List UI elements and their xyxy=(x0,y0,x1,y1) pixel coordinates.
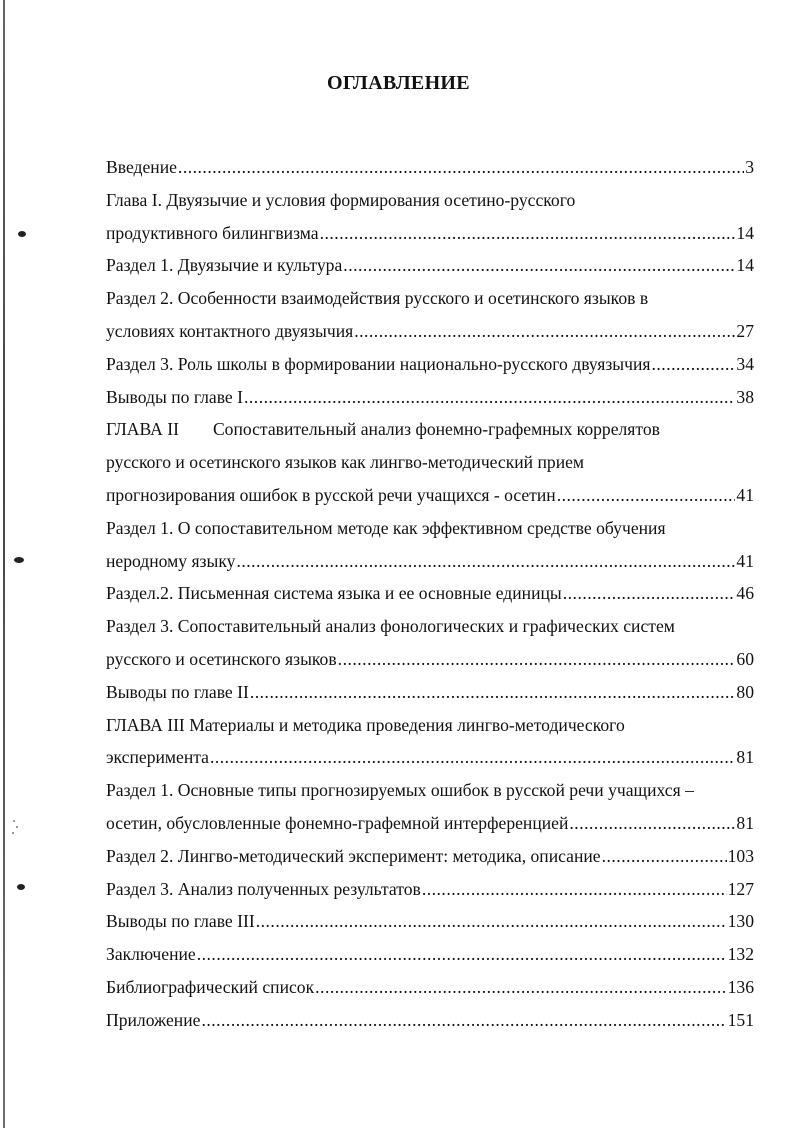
toc-entry-text: ГЛАВА III Материалы и методика проведения лингво-методического xyxy=(106,714,625,735)
toc-entry-page: 60 xyxy=(736,648,754,669)
toc-entry[interactable] xyxy=(106,807,754,840)
toc-entry[interactable] xyxy=(106,774,754,807)
toc-entry[interactable] xyxy=(106,381,754,414)
toc-entry-text: русского и осетинского языков xyxy=(106,648,337,669)
toc-entry[interactable] xyxy=(106,151,754,184)
toc-entry-text: Приложение xyxy=(106,1009,201,1030)
toc-entry-text: Глава I. Двуязычие и условия формирования осетино-русского xyxy=(106,189,576,210)
toc-entry-page: 46 xyxy=(736,583,754,604)
toc-entry[interactable] xyxy=(106,348,754,381)
dot-leader xyxy=(315,971,726,1004)
toc-entry-page: 81 xyxy=(736,747,754,768)
toc-entry-page: 34 xyxy=(736,353,754,374)
dot-leader xyxy=(210,741,735,774)
page-title: ОГЛАВЛЕНИЕ xyxy=(327,72,470,94)
toc-entry[interactable] xyxy=(106,840,754,873)
toc-entry-text: Раздел 3. Сопоставительный анализ фонологических и графических систем xyxy=(106,616,675,637)
dot-leader xyxy=(338,643,736,676)
toc-entry[interactable] xyxy=(106,577,754,610)
toc-entry[interactable] xyxy=(106,545,754,578)
toc-entry[interactable] xyxy=(106,282,754,315)
toc-entry[interactable] xyxy=(106,905,754,938)
dot-leader xyxy=(557,479,736,512)
toc-entry-text: Раздел 1. О сопоставительном методе как эффективном средстве обучения xyxy=(106,517,666,538)
toc-entry-page: 41 xyxy=(736,550,754,571)
toc-entry-text: Выводы по главе III xyxy=(106,911,255,932)
scan-speck xyxy=(16,826,18,828)
toc-entry-text: условиях контактного двуязычия xyxy=(106,320,354,341)
toc-entry-text: эксперимента xyxy=(106,747,209,768)
toc-entry-page: 132 xyxy=(727,944,754,965)
toc-entry[interactable] xyxy=(106,217,754,250)
toc-entry-page: 81 xyxy=(736,812,754,833)
dot-leader xyxy=(178,151,744,184)
toc-entry-text: прогнозирования ошибок в русской речи учащихся - осетин xyxy=(106,484,556,505)
toc-entry-page: 80 xyxy=(736,681,754,702)
toc-entry-text: Раздел 2. Особенности взаимодействия русского и осетинского языков в xyxy=(106,288,649,309)
toc-entry[interactable] xyxy=(106,315,754,348)
toc-entry-text: неродному языку xyxy=(106,550,236,571)
dot-leader xyxy=(320,217,736,250)
toc-entry[interactable] xyxy=(106,873,754,906)
toc-entry[interactable] xyxy=(106,676,754,709)
dot-leader xyxy=(236,545,735,578)
toc-entry-text: Введение xyxy=(106,157,177,177)
dot-leader xyxy=(354,315,735,348)
toc-entry[interactable] xyxy=(106,709,754,742)
toc-entry-text: Библиографический список xyxy=(106,976,315,997)
toc-entry-text: Раздел 3. Анализ полученных результатов xyxy=(106,878,421,899)
dot-leader xyxy=(250,676,736,709)
toc-entry[interactable] xyxy=(106,446,754,479)
toc-entry[interactable] xyxy=(106,938,754,971)
toc-entry[interactable] xyxy=(106,1004,754,1037)
dot-leader xyxy=(343,249,735,282)
scan-mark xyxy=(18,231,26,237)
scan-speck xyxy=(13,820,15,822)
toc-entry-page: 103 xyxy=(727,845,754,866)
dot-leader xyxy=(652,348,736,381)
toc-entry-page: 3 xyxy=(745,157,754,177)
scan-speck xyxy=(12,832,14,834)
toc-entry[interactable] xyxy=(106,249,754,282)
toc-entry-text: Раздел.2. Письменная система языка и ее основные единицы xyxy=(106,583,562,604)
toc-entry-text: Раздел 1. Основные типы прогнозируемых ошибок в русской речи учащихся – xyxy=(106,780,694,801)
toc-entry[interactable] xyxy=(106,610,754,643)
toc-entry[interactable] xyxy=(106,971,754,1004)
toc-entry-page: 27 xyxy=(736,320,754,341)
toc-entry-text: Заключение xyxy=(106,944,196,965)
toc-chapter-label: ГЛАВА II xyxy=(106,419,179,440)
toc-entry-page: 151 xyxy=(727,1009,754,1030)
toc-entry[interactable] xyxy=(106,512,754,545)
dot-leader xyxy=(569,807,735,840)
table-of-contents xyxy=(106,151,754,1037)
scan-mark xyxy=(17,884,25,890)
toc-entry-page: 41 xyxy=(736,484,754,505)
toc-entry-text: русского и осетинского языков как лингво-методический прием xyxy=(106,452,585,473)
dot-leader xyxy=(602,840,727,873)
dot-leader xyxy=(563,577,736,610)
toc-entry[interactable] xyxy=(106,643,754,676)
toc-entry-page: 127 xyxy=(727,878,754,899)
toc-entry-text: Выводы по главе II xyxy=(106,681,249,702)
dot-leader xyxy=(197,938,727,971)
toc-entry-text: осетин, обусловленные фонемно-графемной интерференцией xyxy=(106,812,569,833)
scan-edge-line xyxy=(3,0,5,1128)
toc-entry-text: Раздел 1. Двуязычие и культура xyxy=(106,255,343,276)
toc-entry[interactable] xyxy=(106,184,754,217)
toc-entry[interactable] xyxy=(106,413,754,446)
toc-entry-page: 14 xyxy=(736,255,754,276)
dot-leader xyxy=(256,905,727,938)
toc-entry[interactable] xyxy=(106,479,754,512)
toc-entry[interactable] xyxy=(106,741,754,774)
toc-entry-text: продуктивного билингвизма xyxy=(106,222,319,243)
dot-leader xyxy=(201,1004,726,1037)
toc-entry-text: Выводы по главе I xyxy=(106,386,243,407)
toc-entry-page: 130 xyxy=(727,911,754,932)
toc-entry-page: 14 xyxy=(736,222,754,243)
toc-entry-text: Сопоставительный анализ фонемно-графемных коррелятов xyxy=(212,419,660,440)
scan-mark xyxy=(14,557,24,563)
toc-entry-page: 136 xyxy=(727,976,754,997)
toc-entry-text: Раздел 3. Роль школы в формировании национально-русского двуязычия xyxy=(106,353,651,374)
toc-entry-page: 38 xyxy=(736,386,754,407)
dot-leader xyxy=(244,381,735,414)
toc-entry-text: Раздел 2. Лингво-методический эксперимент: методика, описание xyxy=(106,845,601,866)
dot-leader xyxy=(422,873,727,906)
